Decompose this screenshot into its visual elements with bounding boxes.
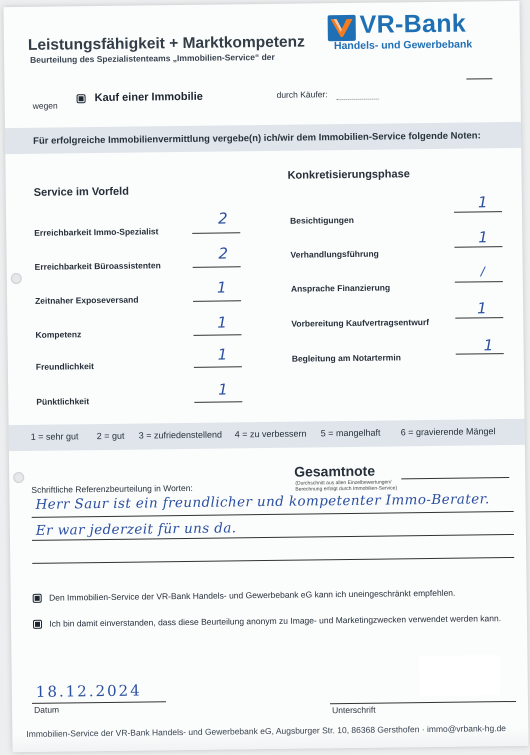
grade-value[interactable]: 2: [217, 209, 228, 228]
buyer-label: durch Käufer:: [276, 89, 328, 100]
legend-item: 1 = sehr gut: [30, 431, 79, 442]
purpose-prefix: wegen: [32, 100, 58, 111]
date-value[interactable]: 18.12.2024: [35, 681, 142, 701]
legend-item: 6 = gravierende Mängel: [400, 426, 496, 438]
grade-value[interactable]: 2: [218, 244, 229, 263]
grade-line: [193, 266, 241, 268]
punch-hole: [13, 472, 24, 483]
purpose-option[interactable]: [77, 91, 203, 105]
grade-value[interactable]: 1: [477, 299, 487, 318]
grade-value[interactable]: 1: [217, 345, 228, 364]
legend-item: 3 = zufriedenstellend: [138, 429, 223, 441]
overall-grade-label: Gesamtnote: [294, 462, 376, 480]
recommend-confirmation-label: Den Immobilien-Service der VR-Bank Handels- und Gewerbebank eG kann ich uneingeschränkt empfehlen.: [48, 587, 456, 603]
reference-line: [32, 557, 514, 564]
checkbox-checked-icon[interactable]: [33, 620, 42, 629]
criterion-label: Erreichbarkeit Büroassistenten: [34, 260, 161, 272]
criterion-label: Begleitung am Notartermin: [291, 352, 401, 364]
signature-redacted-area: [419, 655, 499, 696]
purpose-option-label: Kauf einer Immobilie: [94, 90, 203, 105]
grade-value[interactable]: 1: [483, 336, 494, 355]
grade-value[interactable]: 1: [217, 313, 227, 332]
vr-bank-logo-icon: [328, 15, 356, 41]
rating-form: [3, 1, 528, 752]
reference-text-line-1[interactable]: Herr Saur ist ein freundlicher und kompetenter Immo-Berater.: [35, 491, 490, 513]
recommend-confirmation[interactable]: [33, 588, 456, 603]
criterion-label: Verhandlungsführung: [290, 248, 379, 260]
grade-line: [193, 334, 241, 336]
signature-line[interactable]: [330, 701, 516, 704]
grade-value[interactable]: 1: [478, 228, 488, 247]
grade-value[interactable]: 1: [216, 278, 227, 297]
criterion-label: Ansprache Finanzierung: [290, 282, 391, 294]
right-section-title: Konkretisierungsphase: [287, 168, 410, 182]
criterion-label: Erreichbarkeit Immo-Spezialist: [34, 226, 159, 238]
buyer-line: [466, 78, 492, 79]
grade-value[interactable]: /: [480, 264, 485, 279]
overall-grade-note: (Durchschnitt aus allen Einzelbewertungen/ Berechnung erfolgt durch Immobilien-Service): [295, 479, 398, 493]
reference-text-line-2[interactable]: Er war jederzeit für uns da.: [35, 520, 237, 539]
buyer-name-redacted: [337, 99, 379, 101]
overall-grade-line[interactable]: [401, 477, 509, 479]
marketing-consent-label: Ich bin damit einverstanden, dass diese Beurteilung anonym zu Image- und Marketingzwecken verwendet werden kann.: [49, 613, 502, 629]
footer-address: Immobilien-Service der VR-Bank Handels- und Gewerbebank eG, Augsburger Str. 10, 86368 Gersthofen · immo@vrbank-hg.de: [26, 723, 507, 739]
legend-item: 5 = mangelhaft: [320, 427, 381, 439]
checkbox-checked-icon[interactable]: [77, 94, 86, 103]
brand-subtitle: Handels- und Gewerbebank: [333, 38, 473, 53]
grade-value[interactable]: 1: [477, 193, 488, 212]
form-subtitle: Beurteilung des Spezialistenteams „Immobilien-Service“ der: [30, 51, 275, 65]
checkbox-checked-icon[interactable]: [33, 594, 42, 603]
marketing-consent[interactable]: [33, 613, 501, 629]
criterion-label: Zeitnaher Exposeversand: [34, 294, 139, 306]
grade-line: [193, 300, 241, 302]
grade-line: [194, 401, 242, 403]
signature-label: Unterschrift: [332, 704, 376, 716]
date-label: Datum: [33, 704, 60, 715]
legend-item: 2 = gut: [96, 430, 125, 442]
intro-text: Für erfolgreiche Immobilienvermittlung vergebe(n) ich/wir dem Immobilien-Service folgende Noten:: [33, 130, 481, 147]
reference-line: [32, 511, 514, 518]
grade-line: [455, 281, 503, 283]
left-section-title: Service im Vorfeld: [33, 185, 129, 199]
grade-line: [194, 366, 242, 368]
grade-line: [192, 232, 240, 234]
criterion-label: Pünktlichkeit: [36, 396, 90, 407]
grade-value[interactable]: 1: [218, 380, 228, 399]
date-line: [32, 701, 166, 704]
brand-name: VR-Bank: [359, 9, 467, 39]
criterion-label: Freundlichkeit: [35, 361, 95, 372]
legend-item: 4 = zu verbessern: [234, 428, 307, 440]
criterion-label: Besichtigungen: [290, 214, 354, 226]
criterion-label: Kompetenz: [35, 329, 82, 340]
criterion-label: Vorbereitung Kaufvertragsentwurf: [291, 317, 430, 329]
grade-line: [456, 353, 504, 355]
form-title: Leistungsfähigkeit + Marktkompetenz: [27, 33, 305, 54]
punch-hole: [11, 273, 22, 284]
reference-label: Schriftliche Referenzbeurteilung in Worten:: [31, 482, 193, 495]
